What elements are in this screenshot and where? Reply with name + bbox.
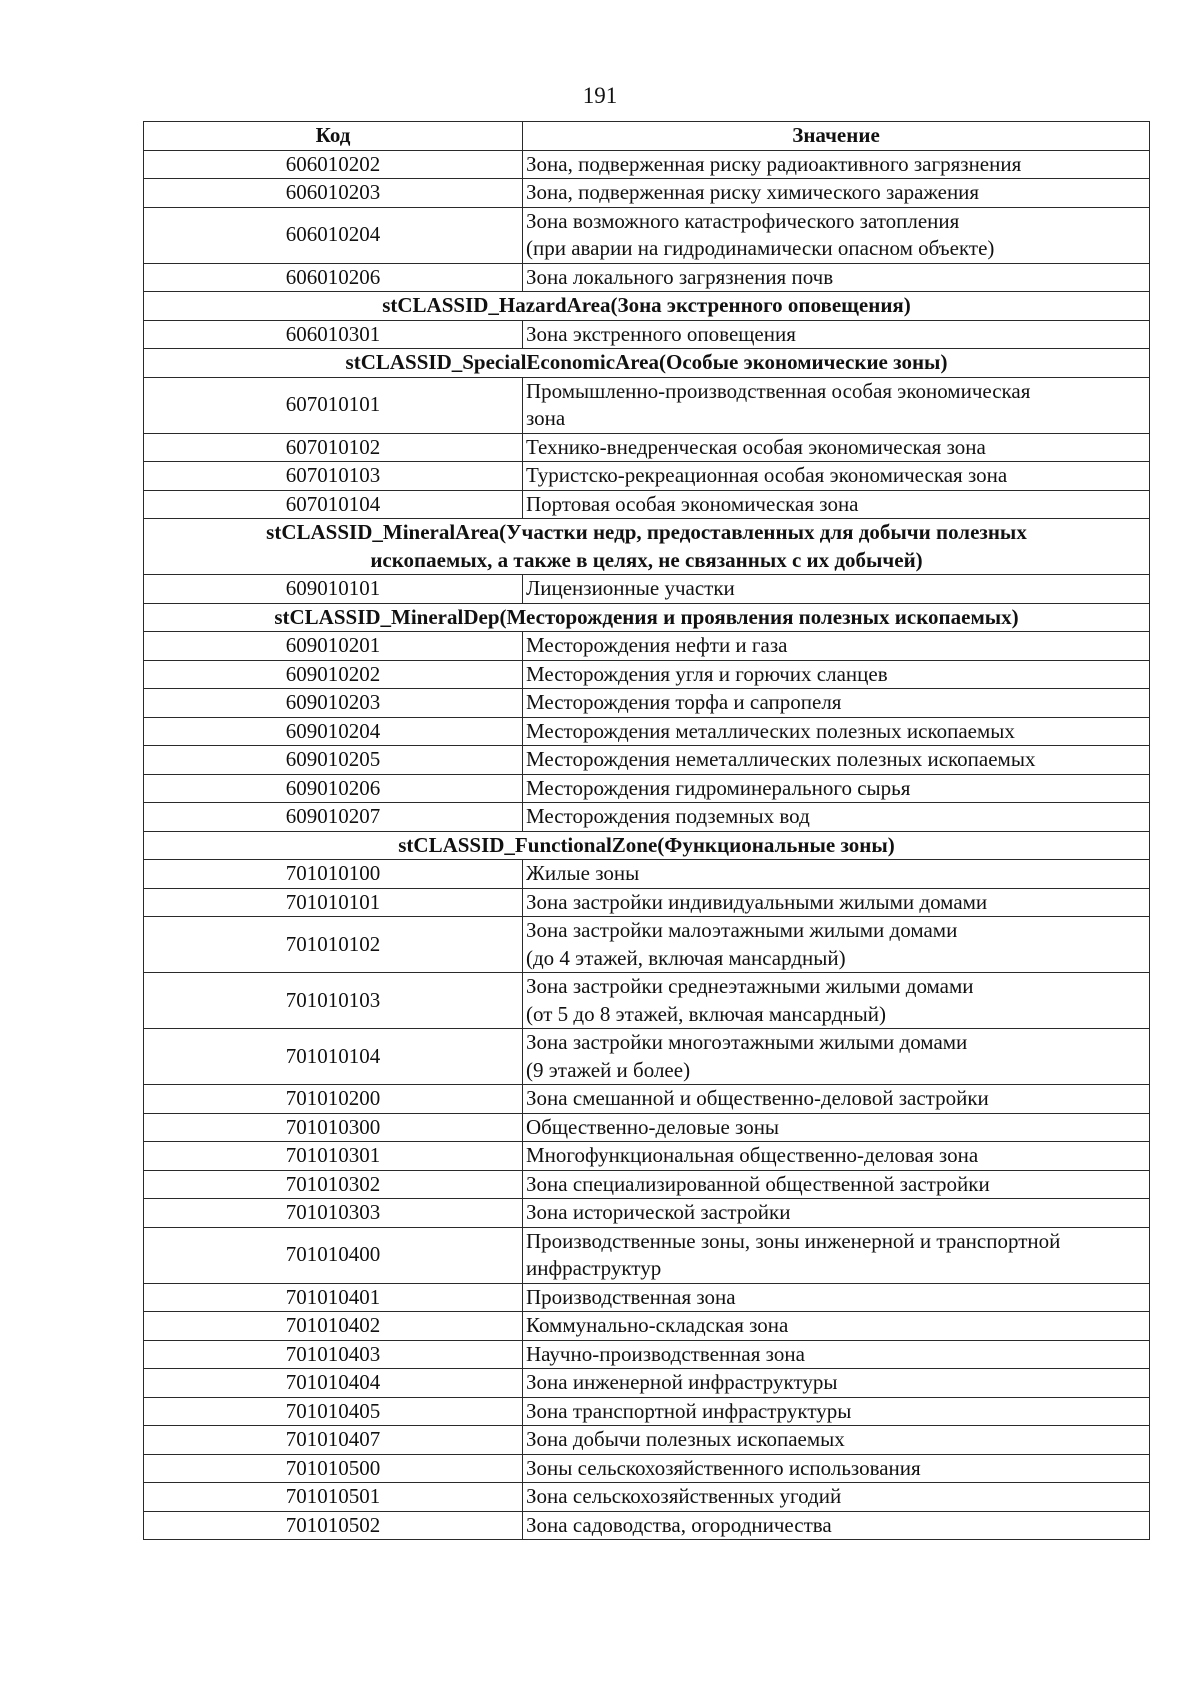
code-cell: 606010203 — [144, 179, 523, 208]
value-cell — [523, 490, 1150, 519]
table-row — [144, 1142, 1150, 1171]
value-text-line: Зоны сельскохозяйственного использования — [526, 1455, 921, 1480]
value-cell — [523, 746, 1150, 775]
value-text-line: Туристско-рекреационная особая экономическая зона — [526, 463, 1008, 487]
value-cell — [523, 1199, 1150, 1228]
code-cell: 701010102 — [144, 917, 523, 973]
code-cell: 609010201 — [144, 632, 523, 661]
value-text-line: Зона смешанной и общественно-деловой застройки — [526, 1086, 989, 1110]
value-text-line: Зона исторической застройки — [526, 1200, 791, 1224]
table-row — [144, 1369, 1150, 1398]
value-text-line: Лицензионные участки — [526, 576, 735, 600]
section-row — [144, 831, 1150, 860]
table-row — [144, 1397, 1150, 1426]
code-cell: 609010205 — [144, 746, 523, 775]
value-cell — [523, 1369, 1150, 1398]
code-cell: 607010104 — [144, 490, 523, 519]
table-body — [144, 150, 1150, 1540]
code-cell: 701010200 — [144, 1085, 523, 1114]
value-text-line: Общественно-деловые зоны — [526, 1114, 780, 1139]
value-text-line: Месторождения нефти и газа — [526, 633, 788, 657]
value-text-line: Промышленно-производственная особая экономическая — [526, 378, 1031, 403]
value-text-line: Месторождения торфа и сапропеля — [526, 690, 842, 714]
table-row — [144, 320, 1150, 349]
code-cell: 701010100 — [144, 860, 523, 889]
code-cell: 701010404 — [144, 1369, 523, 1398]
value-cell — [523, 774, 1150, 803]
value-text-line: Производственная зона — [526, 1284, 736, 1309]
code-cell: 609010206 — [144, 774, 523, 803]
code-cell: 701010400 — [144, 1227, 523, 1283]
section-title-line: stCLASSID_FunctionalZone(Функциональные зоны) — [398, 832, 895, 857]
value-cell — [523, 1426, 1150, 1455]
code-cell: 701010103 — [144, 973, 523, 1029]
table-row — [144, 1199, 1150, 1228]
value-cell — [523, 377, 1150, 433]
code-cell: 701010302 — [144, 1170, 523, 1199]
table-row — [144, 1426, 1150, 1455]
code-cell: 701010401 — [144, 1283, 523, 1312]
code-cell: 701010301 — [144, 1142, 523, 1171]
value-text-line: Месторождения неметаллических полезных ископаемых — [526, 747, 1036, 771]
table-row — [144, 1340, 1150, 1369]
section-title-line: stCLASSID_HazardArea(Зона экстренного оповещения) — [382, 293, 911, 317]
value-cell — [523, 1511, 1150, 1540]
classifier-table — [143, 121, 1150, 1540]
code-cell: 701010402 — [144, 1312, 523, 1341]
section-title — [144, 349, 1150, 378]
value-text-line: инфраструктур — [526, 1256, 662, 1280]
value-cell — [523, 575, 1150, 604]
table-row — [144, 632, 1150, 661]
table-row — [144, 746, 1150, 775]
value-text-line: Зона экстренного оповещения — [526, 321, 796, 346]
value-cell — [523, 207, 1150, 263]
table-row — [144, 462, 1150, 491]
code-cell: 609010203 — [144, 689, 523, 718]
code-cell: 609010204 — [144, 717, 523, 746]
code-cell: 701010300 — [144, 1113, 523, 1142]
value-text-line: Зона застройки индивидуальными жилыми домами — [526, 889, 988, 914]
code-cell: 701010405 — [144, 1397, 523, 1426]
column-header-value: Значение — [523, 122, 1150, 151]
code-cell: 701010502 — [144, 1511, 523, 1540]
value-cell — [523, 462, 1150, 491]
value-text-line: Месторождения подземных вод — [526, 804, 810, 828]
value-cell — [523, 1454, 1150, 1483]
value-text-line: Зона инженерной инфраструктуры — [526, 1370, 838, 1394]
table-row — [144, 888, 1150, 917]
table-row — [144, 1483, 1150, 1512]
table-row — [144, 917, 1150, 973]
table-row — [144, 1029, 1150, 1085]
table-row — [144, 377, 1150, 433]
value-cell — [523, 632, 1150, 661]
table-row — [144, 689, 1150, 718]
value-cell — [523, 1085, 1150, 1114]
section-row — [144, 519, 1150, 575]
section-row — [144, 292, 1150, 321]
section-title — [144, 292, 1150, 321]
header-row — [144, 122, 1150, 151]
value-text-line: Зона локального загрязнения почв — [526, 264, 834, 289]
value-cell — [523, 1227, 1150, 1283]
table-row — [144, 860, 1150, 889]
value-text-line: Зона транспортной инфраструктуры — [526, 1398, 852, 1423]
table-row — [144, 1454, 1150, 1483]
value-cell — [523, 179, 1150, 208]
value-text-line: Зона застройки многоэтажными жилыми домами — [526, 1030, 968, 1054]
page-number: 191 — [582, 83, 618, 108]
table-row — [144, 1170, 1150, 1199]
value-text-line: Коммунально-складская зона — [526, 1313, 789, 1337]
table-row — [144, 575, 1150, 604]
table-row — [144, 1312, 1150, 1341]
code-cell: 701010403 — [144, 1340, 523, 1369]
value-text-line: Зона возможного катастрофического затопления — [526, 208, 960, 233]
value-text-line: Зона садоводства, огородничества — [526, 1512, 832, 1537]
value-cell — [523, 1483, 1150, 1512]
section-title — [144, 603, 1150, 632]
value-cell — [523, 263, 1150, 292]
value-text-line: Жилые зоны — [526, 861, 640, 885]
value-cell — [523, 717, 1150, 746]
value-cell — [523, 1312, 1150, 1341]
value-cell — [523, 1397, 1150, 1426]
table-row — [144, 803, 1150, 832]
value-text-line: Месторождения металлических полезных ископаемых — [526, 718, 1015, 743]
value-cell — [523, 660, 1150, 689]
value-cell — [523, 320, 1150, 349]
table-row — [144, 1511, 1150, 1540]
code-cell: 701010407 — [144, 1426, 523, 1455]
value-text-line: Месторождения гидроминерального сырья — [526, 775, 911, 800]
section-title — [144, 519, 1150, 575]
value-cell — [523, 689, 1150, 718]
value-cell — [523, 1170, 1150, 1199]
value-cell — [523, 973, 1150, 1029]
value-cell — [523, 150, 1150, 179]
value-text-line: Зона застройки малоэтажными жилыми домами — [526, 918, 958, 942]
table-row — [144, 1283, 1150, 1312]
value-cell — [523, 1340, 1150, 1369]
value-text-line: Зона застройки среднеэтажными жилыми домами — [526, 974, 974, 998]
code-cell: 609010202 — [144, 660, 523, 689]
value-cell — [523, 1113, 1150, 1142]
table-row — [144, 973, 1150, 1029]
value-text-line: Зона специализированной общественной застройки — [526, 1171, 990, 1196]
value-text-line: (до 4 этажей, включая мансардный) — [526, 945, 846, 970]
value-text-line: Зона, подверженная риску радиоактивного загрязнения — [526, 151, 1022, 176]
value-cell — [523, 888, 1150, 917]
code-cell: 701010500 — [144, 1454, 523, 1483]
code-cell: 607010103 — [144, 462, 523, 491]
value-text-line: Многофункциональная общественно-деловая зона — [526, 1143, 979, 1167]
section-title-line: stCLASSID_MineralDep(Месторождения и проявления полезных ископаемых) — [274, 604, 1019, 629]
value-text-line: Портовая особая экономическая зона — [526, 491, 859, 516]
table-row — [144, 1113, 1150, 1142]
code-cell: 609010101 — [144, 575, 523, 604]
table-row — [144, 660, 1150, 689]
value-text-line: Технико-внедренческая особая экономическая зона — [526, 434, 986, 459]
value-text-line: (от 5 до 8 этажей, включая мансардный) — [526, 1001, 887, 1026]
value-text-line: Зона, подверженная риску химического заражения — [526, 180, 980, 204]
value-cell — [523, 860, 1150, 889]
value-cell — [523, 1029, 1150, 1085]
table-row — [144, 774, 1150, 803]
value-cell — [523, 917, 1150, 973]
value-text-line: Зона сельскохозяйственных угодий — [526, 1484, 842, 1508]
value-text-line: Зона добычи полезных ископаемых — [526, 1427, 845, 1451]
table-row — [144, 1227, 1150, 1283]
value-text-line: зона — [526, 406, 566, 430]
value-text-line: (при аварии на гидродинамически опасном объекте) — [526, 236, 995, 260]
table-row — [144, 179, 1150, 208]
section-row — [144, 603, 1150, 632]
section-title-line: stCLASSID_MineralArea(Участки недр, предоставленных для добычи полезных — [266, 520, 1027, 544]
table-row — [144, 207, 1150, 263]
code-cell: 607010102 — [144, 433, 523, 462]
value-cell — [523, 1283, 1150, 1312]
section-title — [144, 831, 1150, 860]
section-row — [144, 349, 1150, 378]
value-cell — [523, 433, 1150, 462]
code-cell: 606010206 — [144, 263, 523, 292]
code-cell: 701010104 — [144, 1029, 523, 1085]
code-cell: 607010101 — [144, 377, 523, 433]
table-row — [144, 150, 1150, 179]
value-cell — [523, 803, 1150, 832]
table-row — [144, 263, 1150, 292]
code-cell: 701010101 — [144, 888, 523, 917]
table-row — [144, 490, 1150, 519]
table-row — [144, 433, 1150, 462]
code-cell: 701010303 — [144, 1199, 523, 1228]
code-cell: 606010202 — [144, 150, 523, 179]
column-header-code: Код — [144, 122, 523, 151]
value-text-line: (9 этажей и более) — [526, 1057, 691, 1082]
code-cell: 609010207 — [144, 803, 523, 832]
value-cell — [523, 1142, 1150, 1171]
table-row — [144, 1085, 1150, 1114]
code-cell: 606010301 — [144, 320, 523, 349]
code-cell: 701010501 — [144, 1483, 523, 1512]
table-row — [144, 717, 1150, 746]
code-cell: 606010204 — [144, 207, 523, 263]
section-title-line: ископаемых, а также в целях, не связанных с их добычей) — [370, 547, 923, 572]
value-text-line: Месторождения угля и горючих сланцев — [526, 661, 888, 686]
value-text-line: Научно-производственная зона — [526, 1341, 805, 1366]
table-header — [144, 122, 1150, 151]
value-text-line: Производственные зоны, зоны инженерной и транспортной — [526, 1228, 1061, 1253]
section-title-line: stCLASSID_SpecialEconomicArea(Особые экономические зоны) — [345, 350, 948, 374]
